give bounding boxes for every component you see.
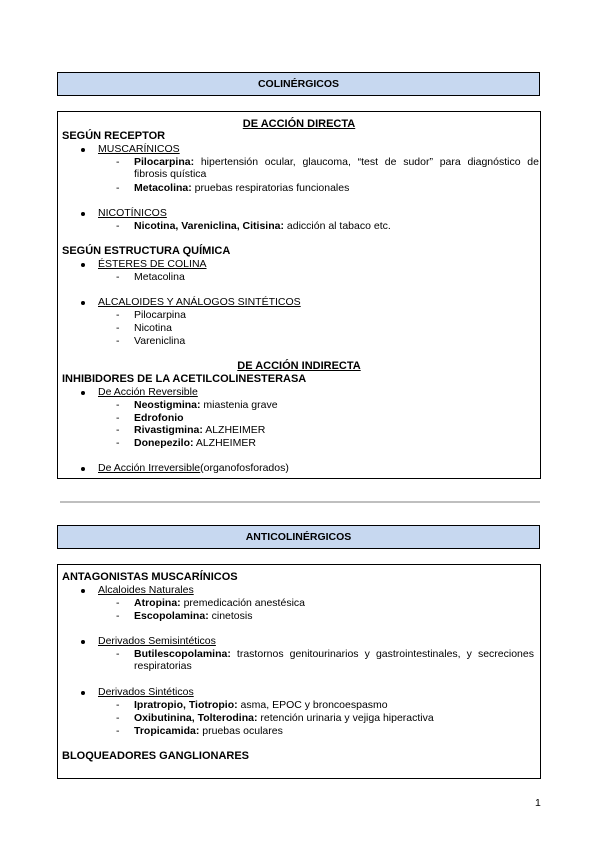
tropicamida-desc: pruebas oculares — [199, 725, 283, 737]
metacolina-desc: pruebas respiratorias funcionales — [191, 182, 350, 194]
dash-icon: - — [116, 424, 120, 436]
dash-icon: - — [116, 648, 120, 660]
dash-icon: - — [116, 309, 120, 321]
section-divider — [60, 501, 540, 503]
colinergicos-box — [57, 111, 541, 479]
naturales-label: Alcaloides Naturales — [98, 584, 194, 596]
nicotinicos-label: NICOTÍNICOS — [98, 207, 167, 219]
anticolinergicos-title: ANTICOLINÉRGICOS — [57, 525, 540, 549]
bullet-icon — [81, 212, 85, 216]
atropina-name: Atropina: — [134, 597, 181, 609]
bullet-icon — [81, 589, 85, 593]
dash-icon: - — [116, 335, 120, 347]
escopolamina-name: Escopolamina: — [134, 610, 209, 622]
oxibutinina-desc: retención urinaria y vejiga hiperactiva — [257, 712, 434, 724]
irreversible-label: De Acción Irreversible — [98, 462, 201, 474]
inhibidores-heading: INHIBIDORES DE LA ACETILCOLINESTERASA — [62, 373, 307, 385]
antagonistas-heading: ANTAGONISTAS MUSCARÍNICOS — [62, 571, 238, 583]
tropicamida-name: Tropicamida: — [134, 725, 200, 737]
dash-icon: - — [116, 412, 120, 424]
dash-icon: - — [116, 322, 120, 334]
pilocarpina-name: Pilocarpina: — [134, 156, 195, 168]
metacolina-name: Metacolina: — [134, 182, 192, 194]
metacolina-ester: Metacolina — [134, 271, 185, 283]
accion-directa-heading: DE ACCIÓN DIRECTA — [242, 118, 356, 130]
dash-icon: - — [116, 437, 120, 449]
anticolinergicos-box — [57, 564, 541, 779]
bloqueadores-heading: BLOQUEADORES GANGLIONARES — [62, 750, 250, 762]
donepezilo-name: Donepezilo: — [134, 437, 194, 449]
alcaloide-pilocarpina: Pilocarpina — [134, 309, 186, 321]
dash-icon: - — [116, 712, 120, 724]
neostigmina-name: Neostigmina: — [134, 399, 201, 411]
segun-estructura-heading: SEGÚN ESTRUCTURA QUÍMICA — [62, 245, 231, 257]
rivastigmina-name: Rivastigmina: — [134, 424, 203, 436]
alcaloides-label: ALCALOIDES Y ANÁLOGOS SINTÉTICOS — [98, 296, 301, 308]
irreversible-note: (organofosforados) — [200, 462, 289, 474]
bullet-icon — [81, 148, 85, 152]
reversible-label: De Acción Reversible — [98, 386, 198, 398]
edrofonio-name: Edrofonio — [134, 412, 184, 424]
oxibutinina-name: Oxibutinina, Tolterodina: — [134, 712, 258, 724]
ipratropio-name: Ipratropio, Tiotropio: — [134, 699, 238, 711]
dash-icon: - — [116, 156, 120, 168]
page-number: 1 — [535, 797, 541, 809]
nicotina-desc: adicción al tabaco etc. — [283, 220, 391, 232]
bullet-icon — [81, 640, 85, 644]
dash-icon: - — [116, 699, 120, 711]
muscarinicos-label: MUSCARÍNICOS — [98, 143, 180, 155]
esteres-label: ÉSTERES DE COLINA — [98, 258, 207, 270]
nicotina-names: Nicotina, Vareniclina, Citisina: — [134, 220, 284, 232]
bullet-icon — [81, 691, 85, 695]
butilescopolamina-name: Butilescopolamina: — [134, 648, 231, 660]
dash-icon: - — [116, 220, 120, 232]
atropina-desc: premedicación anestésica — [180, 597, 305, 609]
alcaloide-vareniclina: Vareniclina — [134, 335, 186, 347]
bullet-icon — [81, 301, 85, 305]
pilocarpina-desc: hipertensión ocular, glaucoma, “test de sudor” para diagnóstico de fibrosis quística — [134, 156, 539, 180]
accion-indirecta-heading: DE ACCIÓN INDIRECTA — [237, 360, 361, 372]
rivastigmina-desc: ALZHEIMER — [202, 424, 266, 436]
bullet-icon — [81, 391, 85, 395]
semisinteticos-label: Derivados Semisintéticos — [98, 635, 216, 647]
escopolamina-desc: cinetosis — [208, 610, 253, 622]
bullet-icon — [81, 263, 85, 267]
dash-icon: - — [116, 271, 120, 283]
butilescopolamina-desc: trastornos genitourinarios y gastrointestinales, y secreciones respiratorias — [134, 648, 534, 672]
dash-icon: - — [116, 610, 120, 622]
donepezilo-desc: ALZHEIMER — [193, 437, 256, 449]
dash-icon: - — [116, 725, 120, 737]
alcaloide-nicotina: Nicotina — [134, 322, 172, 334]
dash-icon: - — [116, 399, 120, 411]
dash-icon: - — [116, 597, 120, 609]
bullet-icon — [81, 467, 85, 471]
neostigmina-desc: miastenia grave — [200, 399, 278, 411]
segun-receptor-heading: SEGÚN RECEPTOR — [62, 130, 166, 142]
dash-icon: - — [116, 182, 120, 194]
ipratropio-desc: asma, EPOC y broncoespasmo — [237, 699, 388, 711]
sinteticos-label: Derivados Sintéticos — [98, 686, 194, 698]
colinergicos-title: COLINÉRGICOS — [57, 72, 540, 96]
